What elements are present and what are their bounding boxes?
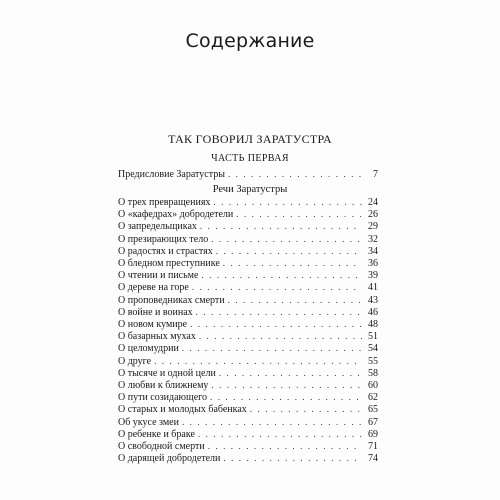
dot-leader bbox=[250, 403, 362, 416]
toc-entry-title: О радостях и страстях bbox=[118, 245, 213, 257]
dot-leader bbox=[223, 452, 362, 465]
toc-entry-page: 32 bbox=[368, 233, 378, 245]
dot-leader bbox=[196, 306, 362, 319]
dot-leader bbox=[211, 233, 362, 246]
toc-entry[interactable] bbox=[118, 355, 378, 368]
dot-leader bbox=[223, 257, 362, 270]
dot-leader bbox=[210, 391, 362, 404]
dot-leader bbox=[182, 342, 362, 355]
toc-entry-title: О запредельщиках bbox=[118, 221, 197, 233]
toc-entry-title: О ребенке и браке bbox=[118, 428, 195, 440]
toc-entry-title: О презирающих тело bbox=[118, 233, 209, 245]
toc-entry[interactable] bbox=[118, 208, 378, 221]
toc-entry-title: О старых и молодых бабенках bbox=[118, 404, 247, 416]
dot-leader bbox=[182, 416, 362, 429]
toc-entry-title: Об укусе змеи bbox=[118, 416, 179, 428]
toc-entry-page: 54 bbox=[368, 343, 378, 355]
toc-entry-preface[interactable] bbox=[118, 168, 378, 181]
toc-entry[interactable] bbox=[118, 196, 378, 209]
toc-entry-title: О чтении и письме bbox=[118, 270, 199, 282]
toc-entry-page: 39 bbox=[368, 270, 378, 282]
toc-entry-page: 55 bbox=[368, 355, 378, 367]
toc-entry[interactable] bbox=[118, 367, 378, 380]
toc-entry-title: О базарных мухах bbox=[118, 331, 196, 343]
toc-entry[interactable] bbox=[118, 428, 378, 441]
dot-leader bbox=[198, 428, 362, 441]
toc-entry-page: 48 bbox=[368, 319, 378, 330]
toc-entry-title: О друге bbox=[118, 355, 152, 367]
toc-entry-page: 74 bbox=[368, 453, 378, 465]
toc-entry-page: 65 bbox=[368, 404, 378, 416]
toc-entry[interactable] bbox=[118, 306, 378, 319]
toc-entry-title: О свободной смерти bbox=[118, 441, 205, 452]
toc-entry[interactable] bbox=[118, 330, 378, 343]
toc-entry[interactable] bbox=[118, 452, 378, 465]
toc-entry-title: О новом кумире bbox=[118, 319, 188, 330]
toc-entry-page: 69 bbox=[368, 428, 378, 440]
toc-entry-title: О проповедниках смерти bbox=[118, 294, 225, 306]
toc-entry-page: 43 bbox=[368, 294, 378, 306]
toc-entry-title: О дереве на горе bbox=[118, 282, 189, 294]
page-title: Содержание bbox=[185, 30, 315, 52]
dot-leader bbox=[199, 330, 362, 343]
toc-entry-title: О «кафедрах» добродетели bbox=[118, 209, 234, 221]
dot-leader bbox=[211, 379, 362, 392]
toc-entry-title: О тысяче и одной цели bbox=[118, 367, 216, 379]
toc-entry-page: 46 bbox=[368, 306, 378, 318]
toc-entry[interactable] bbox=[118, 318, 378, 331]
toc-entry[interactable] bbox=[118, 269, 378, 282]
dot-leader bbox=[190, 318, 362, 331]
dot-leader bbox=[219, 367, 362, 380]
toc-entry-page: 58 bbox=[368, 367, 378, 379]
toc-entry-page: 41 bbox=[368, 282, 378, 294]
dot-leader bbox=[192, 281, 362, 294]
toc-entry-title: О войне и воинах bbox=[118, 306, 193, 318]
toc-entry-title: О трех превращениях bbox=[118, 197, 211, 208]
dot-leader bbox=[228, 168, 362, 181]
dot-leader bbox=[200, 220, 362, 233]
toc-entry[interactable] bbox=[118, 379, 378, 392]
toc-entry[interactable] bbox=[118, 403, 378, 416]
toc-entry-title: О дарящей добродетели bbox=[118, 453, 221, 465]
toc-entry[interactable] bbox=[118, 245, 378, 258]
toc-entry-title: О бледном преступнике bbox=[118, 258, 220, 269]
toc-entry[interactable] bbox=[118, 281, 378, 294]
toc-entry-page: 71 bbox=[368, 441, 378, 452]
toc-entry-page: 62 bbox=[368, 392, 378, 404]
dot-leader bbox=[201, 269, 362, 282]
toc-entry-title: О пути созидающего bbox=[118, 392, 208, 404]
toc-entry-page: 51 bbox=[368, 331, 378, 343]
toc-entry-page: 34 bbox=[368, 245, 378, 257]
toc-entry-page: 24 bbox=[368, 197, 378, 208]
toc-entry[interactable] bbox=[118, 416, 378, 429]
toc-entry-page: 26 bbox=[368, 209, 378, 221]
book-title: ТАК ГОВОРИЛ ЗАРАТУСТРА bbox=[168, 132, 332, 146]
dot-leader bbox=[216, 245, 362, 258]
dot-leader bbox=[236, 208, 362, 221]
toc-entry-title: Предисловие Заратустры bbox=[118, 169, 225, 180]
toc-entry-title: О целомудрии bbox=[118, 343, 179, 355]
dot-leader bbox=[228, 294, 362, 307]
dot-leader bbox=[213, 196, 362, 209]
dot-leader bbox=[154, 355, 362, 368]
toc-entry-page: 67 bbox=[368, 416, 378, 428]
toc-entry[interactable] bbox=[118, 257, 378, 270]
dot-leader bbox=[208, 440, 362, 453]
toc-entry[interactable] bbox=[118, 233, 378, 246]
toc-entry-page: 29 bbox=[368, 221, 378, 233]
toc-entry[interactable] bbox=[118, 440, 378, 453]
toc-entry[interactable] bbox=[118, 391, 378, 404]
toc-entry-title: О любви к ближнему bbox=[118, 380, 209, 391]
toc-entry[interactable] bbox=[118, 342, 378, 355]
part-title: ЧАСТЬ ПЕРВАЯ bbox=[211, 153, 289, 164]
toc-entry-page: 7 bbox=[373, 169, 378, 180]
toc-entry[interactable] bbox=[118, 294, 378, 307]
section-title: Речи Заратустры bbox=[212, 184, 288, 195]
toc-entry-page: 36 bbox=[368, 258, 378, 269]
toc-entry-page: 60 bbox=[368, 380, 378, 391]
toc-entry[interactable] bbox=[118, 220, 378, 233]
